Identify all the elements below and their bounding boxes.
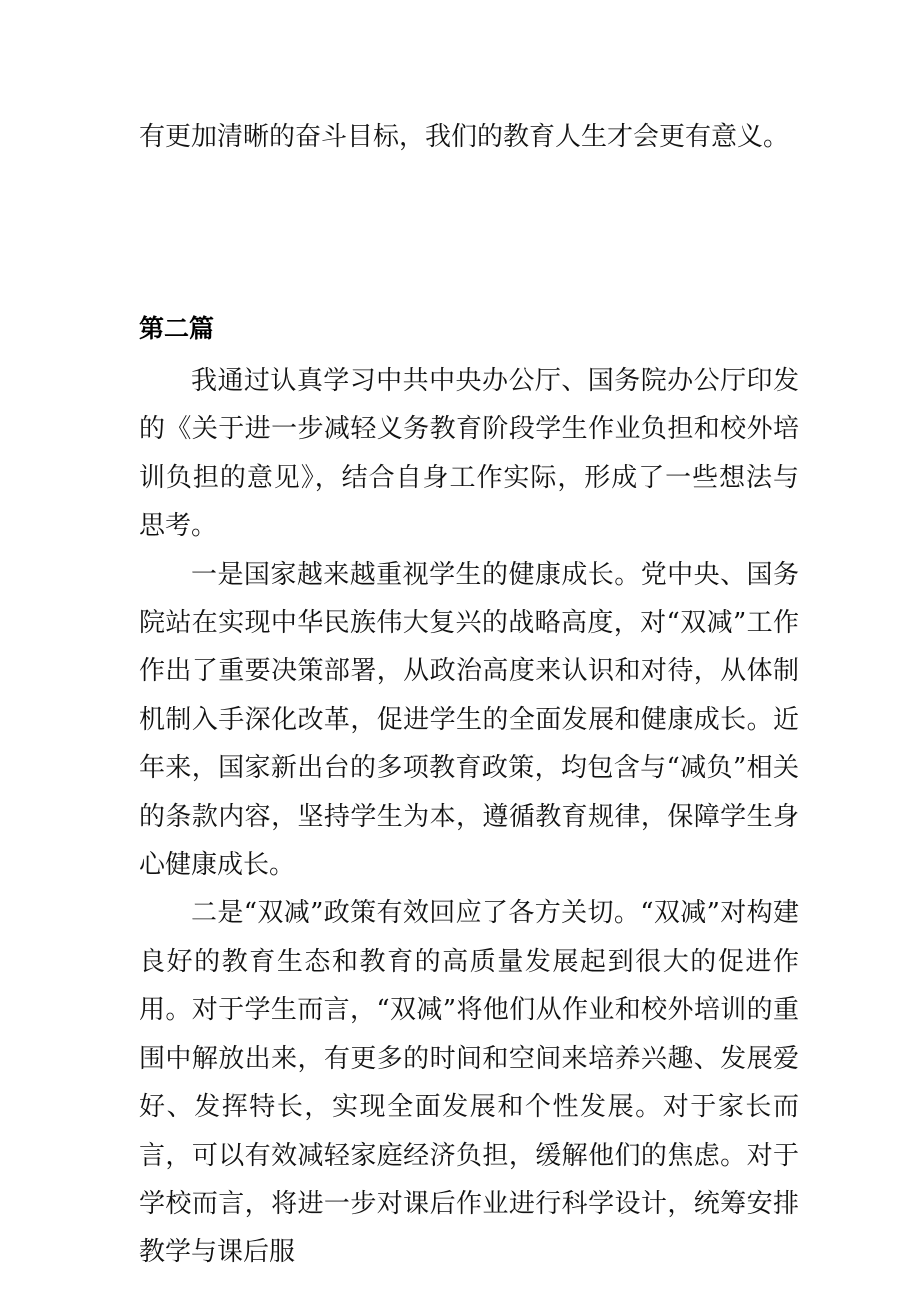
paragraph-point-two: 二是“双减”政策有效回应了各方关切。“双减”对构建良好的教育生态和教育的高质量发展起到很大的促进作用。对于学生而言，“双减”将他们从作业和校外培训的重围中解放出来，有更多的时间和空间来培养兴趣、发展爱好、发挥特长，实现全面发展和个性发展。对于家长而言，可以有效减轻家庭经济负担，缓解他们的焦虑。对于学校而言，将进一步对课后作业进行科学设计，统筹安排教学与课后服 bbox=[139, 898, 799, 1268]
section-title: 第二篇 bbox=[139, 314, 215, 343]
continuation-paragraph: 有更加清晰的奋斗目标，我们的教育人生才会更有意义。 bbox=[139, 122, 790, 152]
section-body bbox=[139, 357, 799, 1277]
paragraph-point-one: 一是国家越来越重视学生的健康成长。党中央、国务院站在实现中华民族伟大复兴的战略高度，对“双减”工作作出了重要决策部署，从政治高度来认识和对待，从体制机制入手深化改革，促进学生的全面发展和健康成长。近年来，国家新出台的多项教育政策，均包含与“减负”相关的条款内容，坚持学生为本，遵循教育规律，保障学生身心健康成长。 bbox=[139, 559, 799, 881]
paragraph-intro: 我通过认真学习中共中央办公厅、国务院办公厅印发的《关于进一步减轻义务教育阶段学生作业负担和校外培训负担的意见》，结合自身工作实际，形成了一些想法与思考。 bbox=[139, 366, 799, 542]
